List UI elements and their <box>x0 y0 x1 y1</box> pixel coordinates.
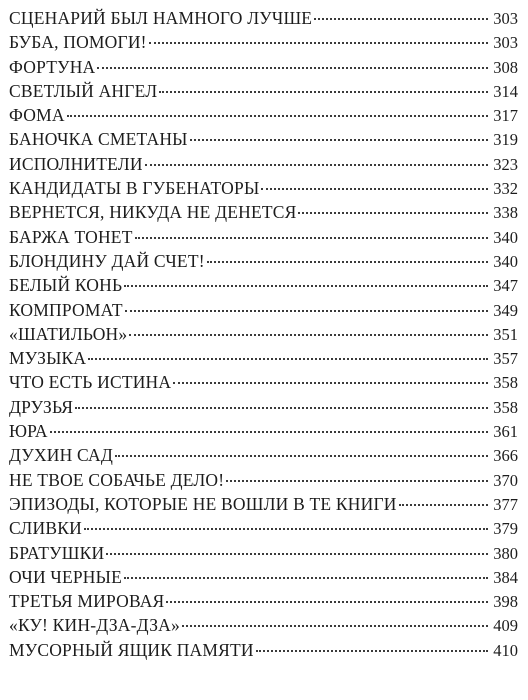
toc-entry-title: ФОМА <box>9 105 65 126</box>
toc-entry-page: 319 <box>493 130 518 150</box>
toc-entry <box>9 200 518 224</box>
toc-entry-title: «ШАТИЛЬОН» <box>9 323 128 344</box>
toc-entry <box>9 79 518 103</box>
dot-leader <box>298 212 488 214</box>
dot-leader <box>207 261 488 263</box>
toc-entry <box>9 273 518 297</box>
toc-entry-page: 303 <box>493 9 518 28</box>
toc-entry-page: 377 <box>493 494 518 514</box>
toc-entry-title: ТРЕТЬЯ МИРОВАЯ <box>9 591 165 612</box>
toc-entry-page: 351 <box>493 324 518 344</box>
toc-entry-page: 338 <box>493 203 518 223</box>
dot-leader <box>84 528 488 530</box>
toc-entry <box>9 395 518 419</box>
toc-entry-title: НЕ ТВОЕ СОБАЧЬЕ ДЕЛО! <box>9 469 225 490</box>
toc-entry-title: «КУ! КИН-ДЗА-ДЗА» <box>9 615 180 636</box>
toc-entry-title: БАРЖА ТОНЕТ <box>9 226 133 247</box>
dot-leader <box>88 358 488 360</box>
dot-leader <box>124 577 488 579</box>
toc-entry-page: 409 <box>493 616 518 636</box>
dot-leader <box>135 237 488 239</box>
toc-entry-page: 380 <box>493 543 518 563</box>
toc-entry-title: ФОРТУНА <box>9 56 96 77</box>
toc-entry-title: ВЕРНЕТСЯ, НИКУДА НЕ ДЕНЕТСЯ <box>9 202 297 223</box>
toc-entry-title: ИСПОЛНИТЕЛИ <box>9 153 143 174</box>
dot-leader <box>106 553 488 555</box>
toc-entry <box>9 589 518 613</box>
toc-entry-page: 323 <box>493 154 518 174</box>
toc-entry-title: ЮРА <box>9 421 48 442</box>
dot-leader <box>173 382 488 384</box>
toc-entry-title: БУБА, ПОМОГИ! <box>9 32 147 53</box>
toc-entry-page: 332 <box>493 179 518 199</box>
toc-entry <box>9 249 518 273</box>
dot-leader <box>314 18 488 20</box>
toc-entry <box>9 298 518 322</box>
toc-entry-page: 357 <box>493 349 518 369</box>
toc-entry <box>9 638 518 662</box>
toc-entry-title: ДРУЗЬЯ <box>9 396 74 417</box>
toc-entry-page: 358 <box>493 373 518 393</box>
toc-entry <box>9 322 518 346</box>
toc-entry-page: 308 <box>493 57 518 77</box>
toc-entry-page: 340 <box>493 251 518 271</box>
dot-leader <box>129 334 488 336</box>
toc-entry <box>9 6 518 30</box>
toc-entry-page: 303 <box>493 33 518 53</box>
dot-leader <box>124 285 488 287</box>
dot-leader <box>50 431 488 433</box>
toc-entry <box>9 152 518 176</box>
toc-entry-page: 347 <box>493 276 518 296</box>
toc-entry-title: СВЕТЛЫЙ АНГЕЛ <box>9 80 158 101</box>
toc-entry <box>9 127 518 151</box>
toc-entry-title: СЦЕНАРИЙ БЫЛ НАМНОГО ЛУЧШЕ <box>9 8 313 28</box>
dot-leader <box>182 625 488 627</box>
dot-leader <box>149 42 488 44</box>
toc-entry <box>9 176 518 200</box>
toc-entry <box>9 443 518 467</box>
toc-entry-title: БЛОНДИНУ ДАЙ СЧЕТ! <box>9 250 205 271</box>
toc-entry <box>9 565 518 589</box>
toc-entry-title: КАНДИДАТЫ В ГУБЕНАТОРЫ <box>9 178 260 199</box>
toc-entry-title: МУСОРНЫЙ ЯЩИК ПАМЯТИ <box>9 639 254 660</box>
toc-entry-page: 384 <box>493 567 518 587</box>
toc-entry-title: ДУХИН САД <box>9 445 114 466</box>
toc-entry-page: 370 <box>493 470 518 490</box>
dot-leader <box>115 455 488 457</box>
toc-entry-page: 349 <box>493 300 518 320</box>
toc-entry <box>9 370 518 394</box>
toc-entry-page: 340 <box>493 227 518 247</box>
toc-entry-page: 317 <box>493 106 518 126</box>
toc-entry-title: ОЧИ ЧЕРНЫЕ <box>9 566 122 587</box>
toc-entry-title: ЭПИЗОДЫ, КОТОРЫЕ НЕ ВОШЛИ В ТЕ КНИГИ <box>9 493 397 514</box>
dot-leader <box>226 480 488 482</box>
toc-entry-title: БЕЛЫЙ КОНЬ <box>9 275 123 296</box>
toc-entry-page: 410 <box>493 640 518 660</box>
dot-leader <box>190 139 488 141</box>
toc-entry-page: 379 <box>493 519 518 539</box>
dot-leader <box>97 67 488 69</box>
toc-entry-page: 358 <box>493 397 518 417</box>
toc-entry-page: 361 <box>493 422 518 442</box>
toc-entry <box>9 30 518 54</box>
toc-entry-title: ЧТО ЕСТЬ ИСТИНА <box>9 372 172 393</box>
dot-leader <box>159 91 488 93</box>
toc-entry-title: СЛИВКИ <box>9 518 82 539</box>
dot-leader <box>145 164 488 166</box>
toc-entry <box>9 419 518 443</box>
dot-leader <box>261 188 488 190</box>
toc-entry <box>9 468 518 492</box>
toc-entry-title: МУЗЫКА <box>9 348 87 369</box>
dot-leader <box>75 407 488 409</box>
toc-entry-page: 366 <box>493 446 518 466</box>
toc-entry <box>9 346 518 370</box>
toc-entry <box>9 103 518 127</box>
toc-entry <box>9 225 518 249</box>
dot-leader <box>399 504 488 506</box>
toc-entry <box>9 516 518 540</box>
toc-entry-title: КОМПРОМАТ <box>9 299 123 320</box>
dot-leader <box>256 650 488 652</box>
toc-entry <box>9 613 518 637</box>
toc-entry-title: БАНОЧКА СМЕТАНЫ <box>9 129 188 150</box>
toc-entry-page: 314 <box>493 81 518 101</box>
toc-entry <box>9 55 518 79</box>
dot-leader <box>166 601 488 603</box>
toc-entry-title: БРАТУШКИ <box>9 542 105 563</box>
toc-entry <box>9 492 518 516</box>
dot-leader <box>125 310 488 312</box>
dot-leader <box>67 115 488 117</box>
toc-entry <box>9 541 518 565</box>
toc-entry-page: 398 <box>493 592 518 612</box>
